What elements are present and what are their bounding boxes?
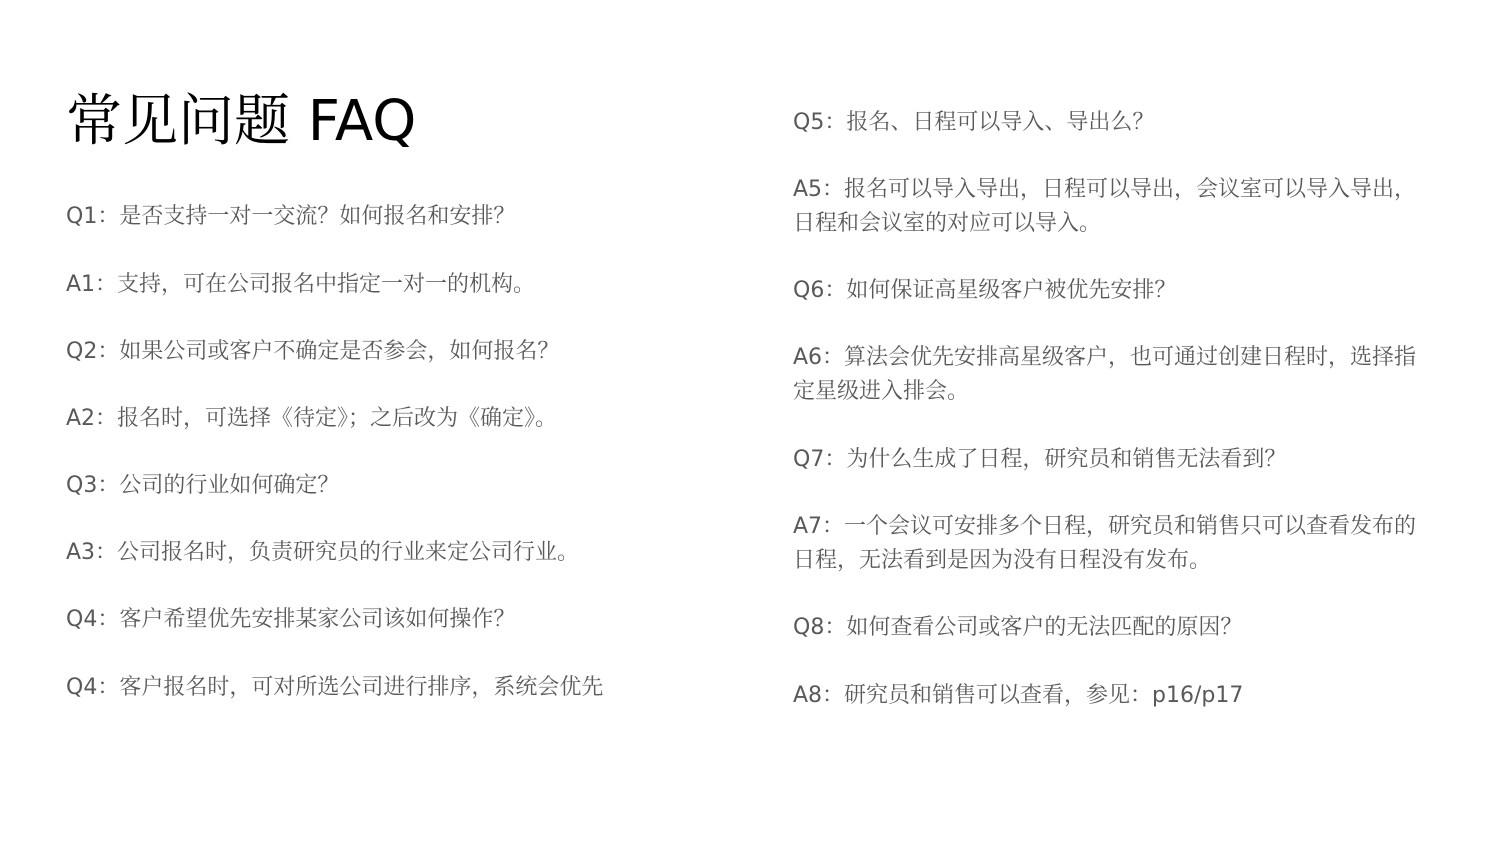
faq-answer-2: A2：报名时，可选择《待定》；之后改为《确定》。 [66, 406, 558, 431]
faq-answer-6: A6：算法会优先安排高星级客户，也可通过创建日程时，选择指定星级进入排会。 [793, 345, 1417, 404]
faq-question-8: Q8：如何查看公司或客户的无法匹配的原因？ [793, 615, 1243, 640]
faq-question-2: Q2：如果公司或客户不确定是否参会，如何报名？ [66, 339, 560, 364]
faq-answer-7: A7：一个会议可安排多个日程，研究员和销售只可以查看发布的日程，无法看到是因为没有日程没有发布。 [793, 514, 1417, 573]
faq-answer-3: A3：公司报名时，负责研究员的行业来定公司行业。 [66, 540, 580, 565]
faq-answer-8: A8：研究员和销售可以查看，参见：p16/p17 [793, 683, 1244, 708]
faq-question-7: Q7：为什么生成了日程，研究员和销售无法看到？ [793, 447, 1287, 472]
faq-question-3: Q3：公司的行业如何确定？ [66, 473, 340, 498]
faq-question-1: Q1：是否支持一对一交流？如何报名和安排？ [66, 204, 516, 229]
faq-answer-1: A1：支持，可在公司报名中指定一对一的机构。 [66, 272, 536, 297]
faq-question-6: Q6：如何保证高星级客户被优先安排？ [793, 278, 1177, 303]
faq-answer-5: A5：报名可以导入导出，日程可以导出，会议室可以导入导出，日程和会议室的对应可以导入。 [793, 177, 1417, 236]
faq-answer-4: Q4：客户报名时，可对所选公司进行排序，系统会优先 [66, 675, 604, 700]
faq-question-5: Q5：报名、日程可以导入、导出么？ [793, 110, 1155, 135]
faq-question-4: Q4：客户希望优先安排某家公司该如何操作？ [66, 607, 516, 632]
page-title: 常见问题 FAQ [66, 89, 417, 154]
